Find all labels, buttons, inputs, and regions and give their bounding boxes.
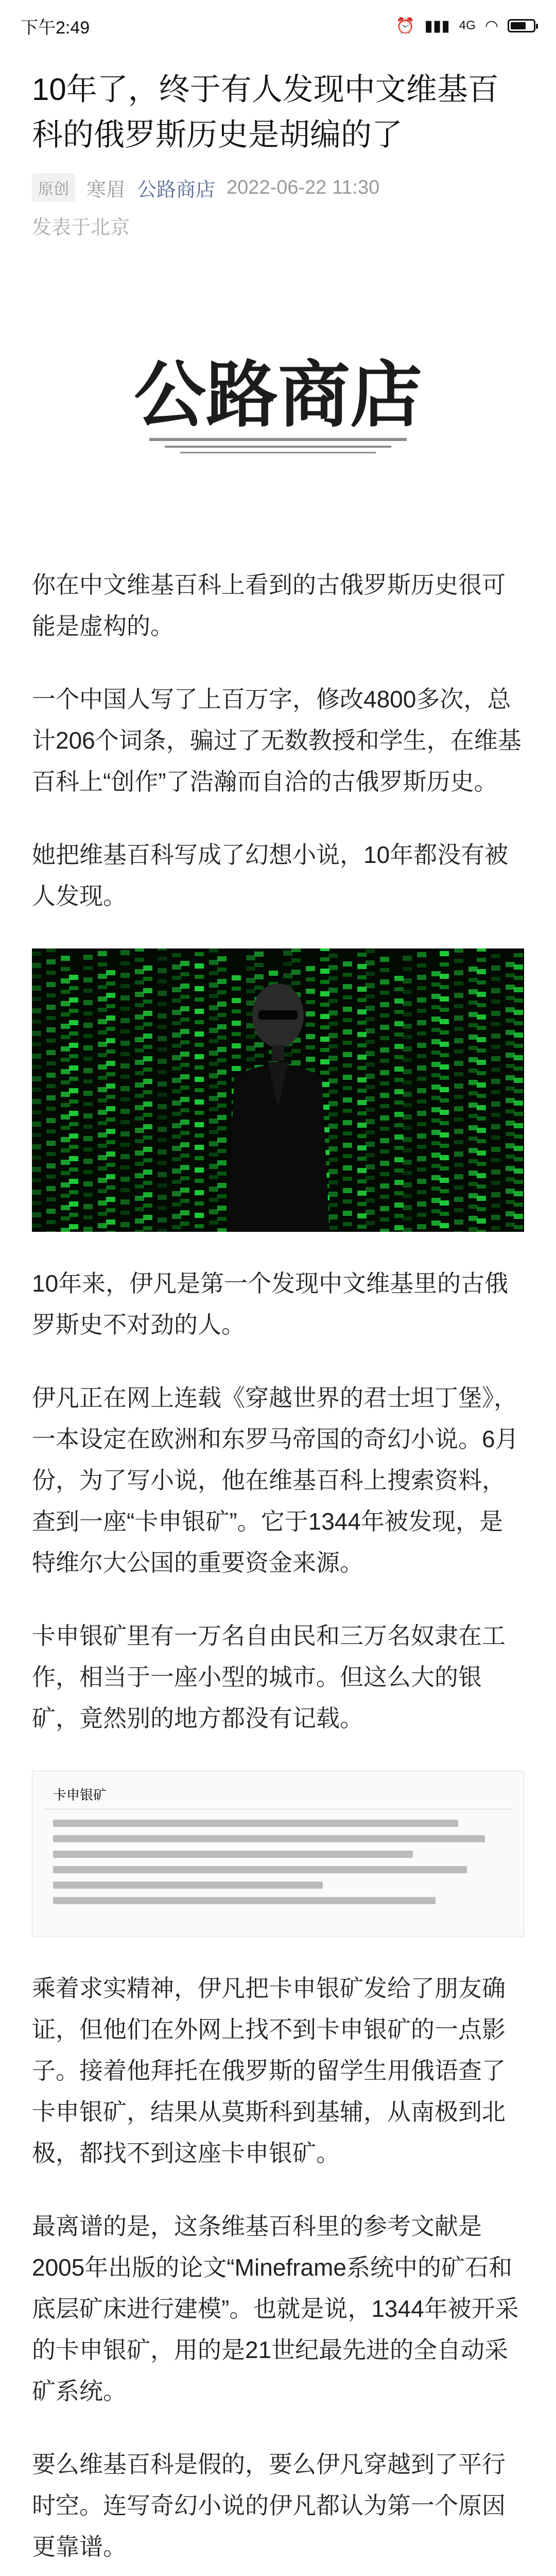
matrix-rain-column [46, 948, 56, 1232]
brand-logo-graphic [118, 317, 438, 471]
battery-icon [508, 19, 535, 32]
alarm-icon: ⏰ [395, 17, 415, 35]
matrix-rain-column [366, 948, 375, 1232]
matrix-rain-column [514, 948, 523, 1232]
article-title: 10年了，终于有人发现中文维基百科的俄罗斯历史是胡编的了 [32, 72, 499, 152]
matrix-rain-column [468, 967, 478, 1232]
network-type: 4G [459, 19, 476, 32]
matrix-rain-column [32, 948, 41, 1232]
brand-logo-text: 公路商店 [133, 353, 423, 437]
paragraph: 伊凡正在网上连载《穿越世界的君士坦丁堡》，一本设定在欧洲和东罗马帝国的奇幻小说。6月份，为了写小说，他在维基百科上搜索资料，查到一座“卡申银矿”。它于1344年被发现，是特维尔大公国的重要资金来源。 [32, 1384, 519, 1576]
status-time: 下午2:49 [21, 18, 90, 38]
matrix-rain-column [506, 962, 515, 1232]
paragraph: 她把维基百科写成了幻想小说，10年都没有被人发现。 [32, 841, 509, 909]
wiki-screenshot-image [32, 1771, 524, 1937]
status-icons [396, 17, 535, 35]
publish-location: 发表于北京 [32, 217, 130, 239]
matrix-rain-column [120, 948, 130, 1232]
matrix-rain-column [440, 948, 449, 1232]
matrix-rain-column [195, 948, 204, 1232]
matrix-rain-column [135, 948, 144, 1232]
matrix-rain-column [180, 961, 189, 1232]
matrix-rain-column [143, 965, 152, 1232]
status-bar [0, 0, 556, 52]
matrix-rain-column [477, 948, 486, 1232]
article-meta [32, 173, 524, 202]
matrix-rain-column [380, 957, 389, 1232]
paragraph: 你在中文维基百科上看到的古俄罗斯历史很可能是虚构的。 [32, 571, 506, 639]
matrix-rain-column [106, 970, 115, 1232]
matrix-rain-column [172, 948, 181, 1232]
paragraph: 卡申银矿里有一万名自由民和三万名奴隶在工作，相当于一座小型的城市。但这么大的银矿，竟然别的地方都没有记载。 [32, 1622, 506, 1732]
matrix-rain-column [83, 948, 93, 1232]
matrix-image [32, 948, 524, 1232]
matrix-rain-column [403, 948, 412, 1232]
original-tag: 原创 [32, 173, 75, 202]
paragraph: 要么维基百科是假的，要么伊凡穿越到了平行时空。连写奇幻小说的伊凡都认为第一个原因更靠谱。 [32, 2451, 506, 2560]
matrix-rain-column [69, 975, 78, 1232]
matrix-rain-column [394, 976, 404, 1232]
wifi-icon: ◠ [484, 17, 498, 35]
matrix-rain-column [357, 948, 367, 1232]
matrix-rain-column [61, 956, 70, 1232]
matrix-rain-column [417, 952, 426, 1232]
matrix-rain-column [158, 948, 167, 1232]
matrix-rain-column [454, 948, 463, 1232]
matrix-rain-column [491, 948, 500, 1232]
wiki-heading: 卡申银矿 [43, 1771, 513, 1809]
paragraph: 乘着求实精神，伊凡把卡申银矿发给了朋友确证，但他们在外网上找不到卡申银矿的一点影子。接着他拜托在俄罗斯的留学生用俄语查了卡申银矿，结果从莫斯科到基辅，从南极到北极，都找不到这座卡申银矿。 [32, 1975, 506, 2166]
paragraph: 一个中国人写了上百万字，修改4800多次，总计206个词条，骗过了无数教授和学生，在维基百科上“创作”了浩瀚而自洽的古俄罗斯历史。 [32, 686, 522, 795]
author-name: 寒眉 [86, 179, 126, 201]
matrix-rain-column [98, 951, 107, 1232]
article-content [0, 67, 556, 2576]
signal-icon: ▮▮▮ [424, 17, 450, 35]
neo-figure [211, 974, 345, 1232]
paragraph: 10年来，伊凡是第一个发现中文维基里的古俄罗斯史不对劲的人。 [32, 1270, 509, 1338]
account-link[interactable]: 公路商店 [137, 179, 216, 201]
matrix-rain-column [431, 971, 441, 1232]
paragraph: 最离谱的是，这条维基百科里的参考文献是2005年出版的论文“Mineframe系统中的矿石和底层矿床进行建模”。也就是说，1344年被开采的卡申银矿，用的是21世纪最先进的全自动采矿系统。 [32, 2213, 519, 2404]
brand-logo-image [32, 281, 524, 507]
publish-datetime: 2022-06-22 11:30 [227, 176, 380, 198]
